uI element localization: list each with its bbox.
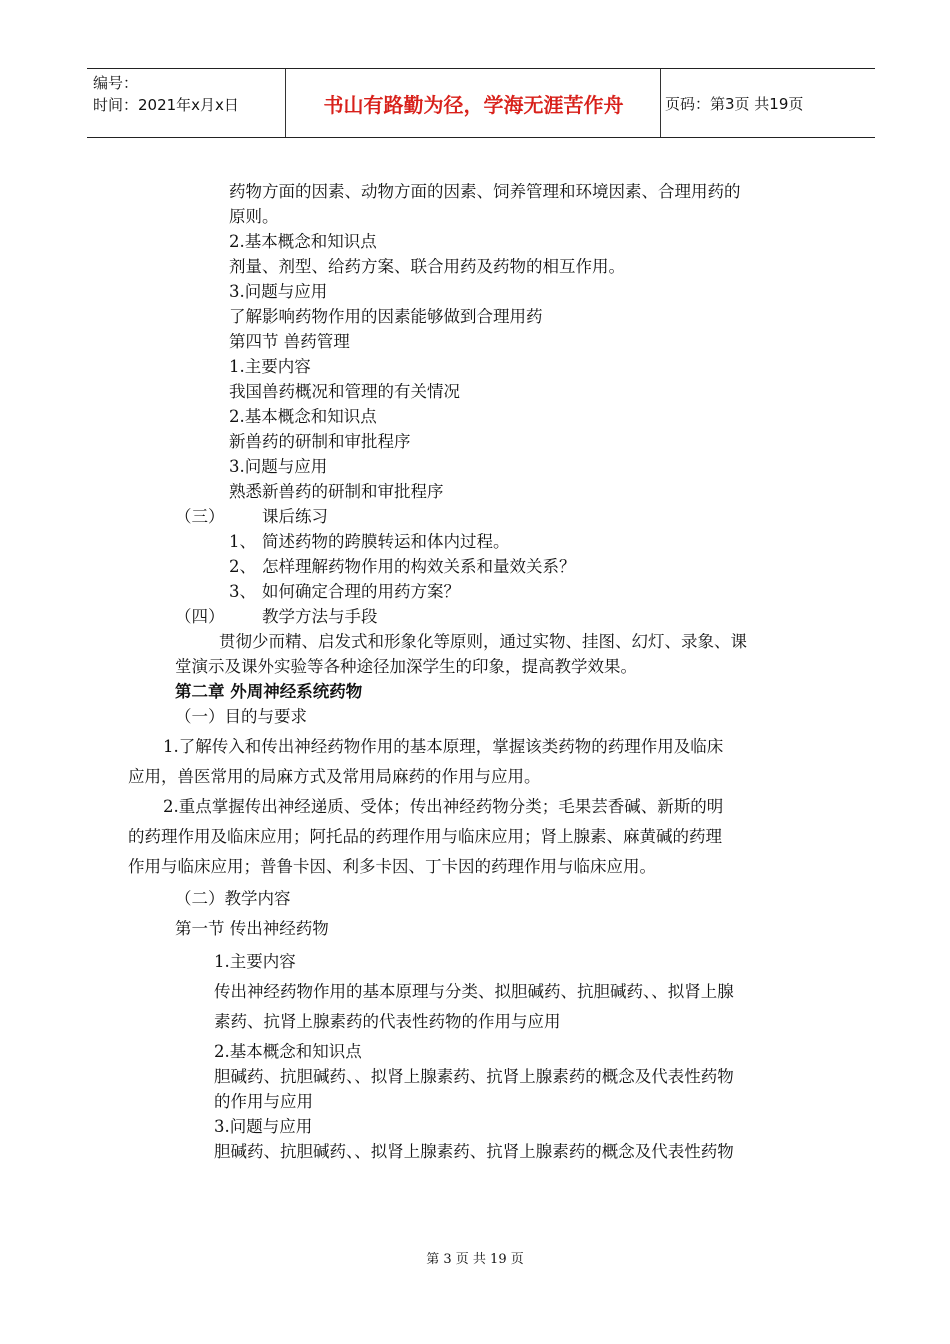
body-line: 原则。 (229, 207, 279, 226)
list-marker: 2、 (229, 557, 256, 576)
body-line: 2.基本概念和知识点 (229, 232, 377, 251)
body-line: 2.重点掌握传出神经递质、受体；传出神经药物分类；毛果芸香碱、新斯的明 (163, 797, 724, 816)
body-line: 作用与临床应用；普鲁卡因、利多卡因、丁卡因的药理作用与临床应用。 (128, 857, 656, 876)
list-marker: 1、 (229, 532, 256, 551)
subsection-heading: （二）教学内容 (175, 889, 291, 908)
list-marker: 3、 (229, 582, 256, 601)
body-line: 的药理作用及临床应用；阿托品的药理作用与临床应用；肾上腺素、麻黄碱的药理 (128, 827, 722, 846)
body-line: 熟悉新兽药的研制和审批程序 (229, 482, 444, 501)
list-marker: （三） (175, 507, 225, 526)
header-divider (660, 69, 661, 137)
chapter-heading: 第二章 外周神经系统药物 (175, 682, 363, 701)
subsection-heading: （一）目的与要求 (175, 707, 307, 726)
header-page-number: 页码：第3页 共19页 (665, 94, 804, 113)
body-line: 应用，兽医常用的局麻方式及常用局麻药的作用与应用。 (128, 767, 541, 786)
body-line: 3.问题与应用 (214, 1117, 313, 1136)
body-line: 传出神经药物作用的基本原理与分类、拟胆碱药、抗胆碱药、、拟肾上腺 (214, 982, 734, 1001)
list-item: 怎样理解药物作用的构效关系和量效关系？ (262, 557, 576, 576)
section-heading: 第四节 兽药管理 (229, 332, 350, 351)
body-line: 堂演示及课外实验等各种途径加深学生的印象，提高教学效果。 (175, 657, 637, 676)
date-label: 时间：2021年x月x日 (93, 96, 239, 114)
subsection-heading: 教学方法与手段 (262, 607, 378, 626)
header-motto: 书山有路勤为径，学海无涯苦作舟 (323, 92, 624, 117)
body-line: 我国兽药概况和管理的有关情况 (229, 382, 460, 401)
page-footer: 第 3 页 共 19 页 (426, 1252, 524, 1267)
list-item: 如何确定合理的用药方案？ (262, 582, 460, 601)
subsection-heading: 课后练习 (262, 507, 328, 526)
body-line: 1.主要内容 (229, 357, 311, 376)
list-item: 简述药物的跨膜转运和体内过程。 (262, 532, 510, 551)
body-line: 胆碱药、抗胆碱药、、拟肾上腺素药、抗肾上腺素药的概念及代表性药物 (214, 1142, 734, 1161)
body-line: 1.主要内容 (214, 952, 296, 971)
body-line: 的作用与应用 (214, 1092, 313, 1111)
body-line: 3.问题与应用 (229, 282, 328, 301)
section-heading: 第一节 传出神经药物 (175, 919, 329, 938)
body-line: 剂量、剂型、给药方案、联合用药及药物的相互作用。 (229, 257, 625, 276)
body-line: 了解影响药物作用的因素能够做到合理用药 (229, 307, 543, 326)
body-line: 1.了解传入和传出神经药物作用的基本原理，掌握该类药物的药理作用及临床 (163, 737, 724, 756)
serial-number-label: 编号： (93, 74, 139, 92)
list-marker: （四） (175, 607, 225, 626)
body-line: 药物方面的因素、动物方面的因素、饲养管理和环境因素、合理用药的 (229, 182, 741, 201)
body-line: 胆碱药、抗胆碱药、、拟肾上腺素药、抗肾上腺素药的概念及代表性药物 (214, 1067, 734, 1086)
body-line: 2.基本概念和知识点 (214, 1042, 362, 1061)
header-divider (285, 69, 286, 137)
body-line: 3.问题与应用 (229, 457, 328, 476)
body-line: 素药、抗肾上腺素药的代表性药物的作用与应用 (214, 1012, 561, 1031)
page-header (87, 68, 875, 138)
body-line: 2.基本概念和知识点 (229, 407, 377, 426)
body-line: 新兽药的研制和审批程序 (229, 432, 411, 451)
header-meta (93, 72, 239, 116)
body-line: 贯彻少而精、启发式和形象化等原则，通过实物、挂图、幻灯、录象、课 (219, 632, 747, 651)
